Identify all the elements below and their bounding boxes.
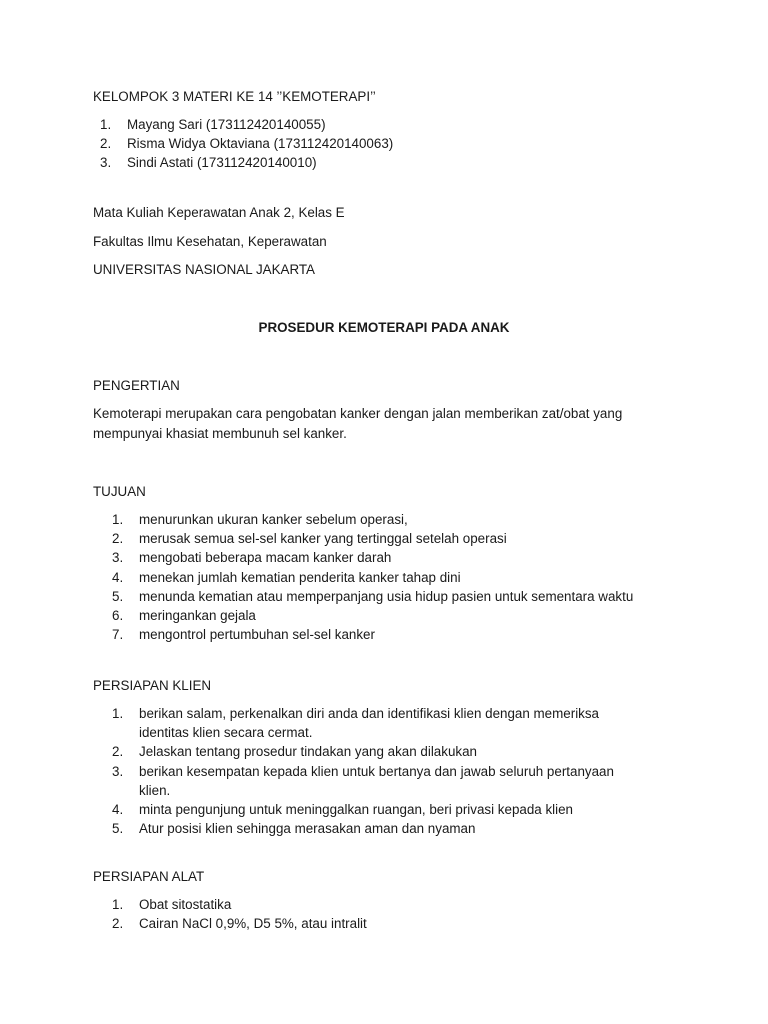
tujuan-list xyxy=(112,510,712,644)
university-line: UNIVERSITAS NASIONAL JAKARTA xyxy=(93,262,315,277)
document-title: PROSEDUR KEMOTERAPI PADA ANAK xyxy=(258,320,510,335)
list-item: 6. meringankan gejala xyxy=(112,608,256,624)
persiapan-alat-list xyxy=(112,895,712,933)
persiapan-alat-heading: PERSIAPAN ALAT xyxy=(93,869,205,884)
member-list xyxy=(100,115,700,173)
list-item: 3. Sindi Astati (173112420140010) xyxy=(100,155,317,171)
course-line: Mata Kuliah Keperawatan Anak 2, Kelas E xyxy=(93,205,345,220)
list-item: 7. mengontrol pertumbuhan sel-sel kanker xyxy=(112,627,375,643)
list-item: 1. berikan salam, perkenalkan diri anda dan identifikasi klien dengan memeriksa identitas klien secara cermat. xyxy=(112,706,600,741)
list-item: 2. Cairan NaCl 0,9%, D5 5%, atau intralit xyxy=(112,916,367,932)
list-item: 2. Risma Widya Oktaviana (173112420140063) xyxy=(100,136,394,152)
list-item: 1. Obat sitostatika xyxy=(112,897,232,912)
list-item: 4. menekan jumlah kematian penderita kanker tahap dini xyxy=(112,569,461,585)
pengertian-heading: PENGERTIAN xyxy=(93,378,180,393)
list-item: 2. merusak semua sel-sel kanker yang tertinggal setelah operasi xyxy=(112,531,507,547)
group-line: KELOMPOK 3 MATERI KE 14 ’’KEMOTERAPI’’ xyxy=(93,89,376,104)
tujuan-heading: TUJUAN xyxy=(93,484,146,499)
list-item: 1. menurunkan ukuran kanker sebelum operasi, xyxy=(112,512,408,527)
persiapan-klien-heading: PERSIAPAN KLIEN xyxy=(93,678,212,693)
list-item: 5. Atur posisi klien sehingga merasakan aman dan nyaman xyxy=(112,821,476,837)
list-item: 3. mengobati beberapa macam kanker darah xyxy=(112,550,392,566)
pengertian-text-line-2: mempunyai khasiat membunuh sel kanker. xyxy=(93,426,347,441)
list-item: 1. Mayang Sari (173112420140055) xyxy=(100,117,326,132)
list-item: 2. Jelaskan tentang prosedur tindakan yang akan dilakukan xyxy=(112,744,477,760)
list-item: 5. menunda kematian atau memperpanjang usia hidup pasien untuk sementara waktu xyxy=(112,588,634,604)
pengertian-text-line-1: Kemoterapi merupakan cara pengobatan kanker dengan jalan memberikan zat/obat yang xyxy=(93,406,623,421)
list-item: 3. berikan kesempatan kepada klien untuk bertanya dan jawab seluruh pertanyaan klien. xyxy=(112,763,614,798)
list-item: 4. minta pengunjung untuk meninggalkan ruangan, beri privasi kepada klien xyxy=(112,802,573,818)
persiapan-klien-list xyxy=(112,704,642,838)
faculty-line: Fakultas Ilmu Kesehatan, Keperawatan xyxy=(93,234,327,249)
